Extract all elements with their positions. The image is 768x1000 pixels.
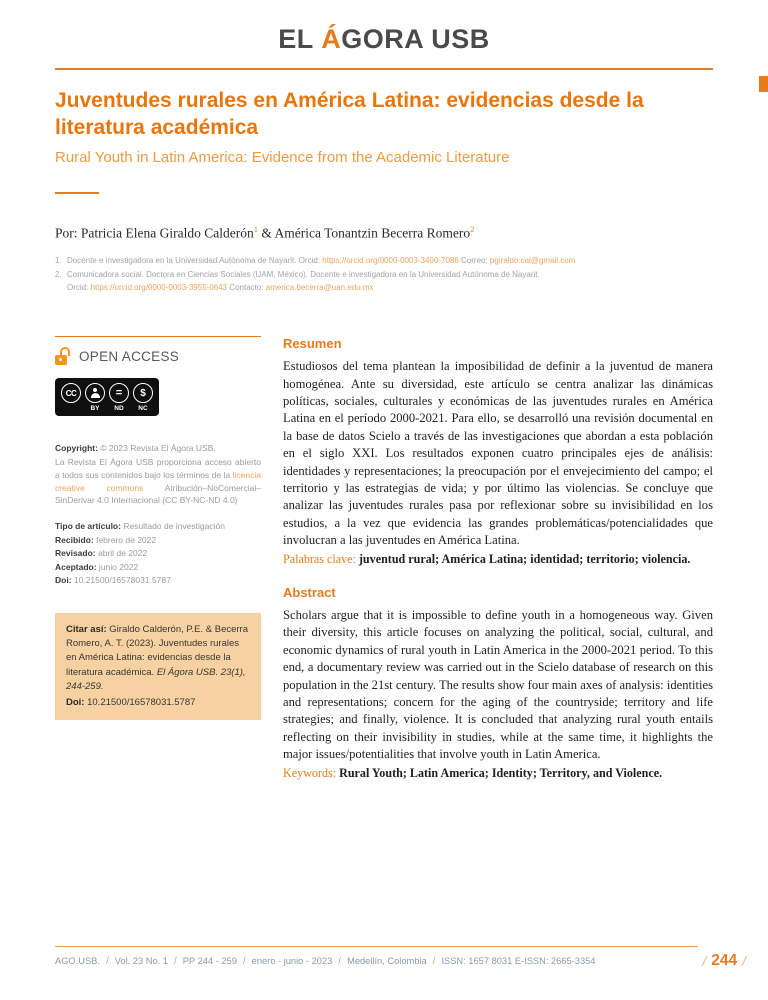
open-access-badge	[55, 347, 261, 365]
non-commercial-icon	[133, 383, 153, 403]
footer-info	[55, 956, 595, 967]
cc-labels-row	[61, 403, 153, 412]
email-link-2[interactable]: america.becerra@uan.edu.mx	[265, 282, 374, 292]
sidebar	[55, 336, 261, 782]
email-link-1[interactable]: pgiraldo.cal@gmail.com	[489, 256, 576, 266]
footnote-2-number: 2.	[55, 270, 62, 280]
open-access-label: OPEN ACCESS	[79, 348, 180, 364]
article-title-es: Juventudes rurales en América Latina: evidencias desde la literatura académica	[55, 89, 644, 140]
cc-license-link[interactable]: licencia creative commons	[55, 469, 261, 493]
title-block	[55, 87, 713, 166]
page-number	[702, 952, 746, 970]
sidebar-divider	[55, 336, 261, 337]
attribution-person-icon	[85, 383, 105, 403]
footer-pages: PP 244 - 259 /	[183, 956, 252, 967]
footer-issn: ISSN: 1657 8031 E-ISSN: 2665-3354	[441, 956, 596, 966]
keywords-line	[283, 765, 713, 782]
author-1-footnote-ref: 1	[253, 223, 258, 234]
footnote-1-correo-label: Correo:	[458, 256, 490, 266]
footnote-2	[55, 269, 706, 294]
footnote-2-contacto-label: Contacto:	[227, 282, 266, 292]
meta-doi: Doi: 10.21500/16578031.5787	[55, 575, 171, 586]
authors-prefix: Por:	[55, 225, 81, 241]
footer-journal: AGO.USB. /	[55, 956, 115, 967]
copyright-block	[55, 442, 261, 507]
footer-period: enero - junio - 2023 /	[252, 956, 347, 967]
meta-article-type: Tipo de artículo: Resultado de investigación	[55, 521, 225, 532]
article-meta	[55, 520, 261, 588]
abstract-heading: Abstract	[283, 585, 336, 601]
meta-received: Recibido: febrero de 2022	[55, 534, 157, 545]
orcid-link-2[interactable]: https://orcid.org/0000-0003-3955-0643	[90, 282, 228, 292]
title-divider	[55, 192, 99, 194]
meta-accepted: Aceptado: junio 2022	[55, 561, 139, 572]
author-1: Patricia Elena Giraldo Calderón	[80, 225, 254, 241]
footnote-2-text	[67, 269, 706, 294]
cc-license-badge[interactable]	[55, 378, 159, 416]
citation-text: Citar así: Giraldo Calderón, P.E. & Becerra Romero, A. T. (2023). Juventudes rurales en América Latina: evidencias desde la literatura académica. El Ágora USB. 23(1), 244-259.	[66, 623, 248, 692]
keywords-values: Rural Youth; Latin America; Identity; Territory, and Violence.	[336, 766, 663, 781]
copyright-line-1	[55, 442, 261, 455]
keywords-label: Keywords:	[283, 766, 337, 781]
footnote-1	[55, 255, 706, 267]
article-title-en: Rural Youth in Latin America: Evidence from the Academic Literature	[55, 148, 510, 166]
footer-divider	[55, 946, 698, 947]
author-2-footnote-ref: 2	[470, 223, 475, 234]
open-lock-icon	[55, 347, 71, 365]
copyright-line-2	[55, 456, 261, 507]
authors-line	[55, 224, 713, 242]
citation-source-italic: El Ágora USB.	[156, 666, 219, 678]
cc-icons-row	[61, 383, 153, 403]
cc-logo-icon	[61, 383, 81, 403]
no-derivatives-icon	[109, 383, 129, 403]
copyright-year: © 2023 Revista El Ágora USB.	[97, 443, 216, 454]
nc-glyph: $	[140, 387, 146, 399]
resumen-heading: Resumen	[283, 336, 342, 352]
authors-joiner: &	[257, 225, 275, 241]
page-edge-marker	[759, 76, 768, 92]
logo-text-post: GORA USB	[341, 24, 490, 54]
cc-label-nc: NC	[138, 405, 148, 413]
citation-label: Citar así:	[66, 623, 107, 635]
abstract-body: Scholars argue that it is impossible to define youth in a homogeneous way. Given their diversity, this article focuses on analyzing the political, social, cultural, and economic dynamics of rural youth in Latin America in the 2000-2021 period. To this end, a documentary review was carried out in the Scielo database of research on this population in the 21st century. The results show four main axes of analysis: identities and representations; concern for the aging of the countryside; territory and life strategies; and finally, violence. It is concluded that analyzing rural youth entails reflecting on their invisibility in studies, while at the same time, it highlights the major issues/potentialities that involve youth in Latin America.	[283, 608, 713, 762]
author-2: América Tonantzin Becerra Romero	[274, 225, 471, 241]
footnote-2-orcid-label: Orcid:	[67, 282, 91, 292]
abstract-section	[283, 585, 713, 782]
journal-header	[0, 0, 768, 70]
citation-doi: Doi: 10.21500/16578031.5787	[66, 697, 196, 709]
orcid-link-1[interactable]: https://orcid.org/0000-0003-3400-7086	[322, 256, 459, 266]
header-divider	[55, 68, 713, 70]
copyright-label: Copyright:	[55, 443, 98, 454]
footnote-1-body: Docente e investigadora en la Universidad Autónoma de Nayarit. Orcid:	[67, 256, 323, 266]
logo-text-pre: EL	[278, 24, 322, 54]
footer-city: Medellín, Colombia /	[347, 956, 441, 967]
journal-logo	[0, 24, 768, 55]
author-footnotes	[55, 255, 706, 294]
footnote-1-text	[67, 255, 706, 267]
palabras-clave-line	[283, 551, 713, 568]
citation-box	[55, 613, 261, 721]
footer-volume: Vol. 23 No. 1 /	[115, 956, 183, 967]
palabras-clave-label: Palabras clave:	[283, 552, 356, 567]
palabras-clave-values: juventud rural; América Latina; identidad; territorio; violencia.	[355, 552, 691, 567]
page-number-value: / 244	[711, 952, 738, 969]
cc-label-nd: ND	[114, 405, 124, 413]
resumen-section	[283, 336, 713, 568]
footnote-1-number: 1.	[55, 256, 62, 266]
abstracts-column	[283, 336, 713, 782]
copyright-text: La Revista El Ágora USB proporciona acceso abierto a todos sus contenidos bajo los términos de la	[55, 457, 261, 480]
resumen-body: Estudiosos del tema plantean la imposibilidad de definir a la juventud de manera homogénea. Ante su diversidad, este artículo se centra analizar las dinámicas políticas, sociales, culturales y económicas de las juventudes rurales en América Latina en el período 2000-2021. Para ello, se desarrolló una revisión documental en la base de datos Scielo a través de las investigaciones que abordan a esta población en el siglo XXI. Los resultados exponen cuatro principales ejes de análisis: identidades y representaciones; la preocupación por el envejecimiento del campo; el territorio y las estrategias de vida; y por último las violencias. Se concluye que analizar las juventudes rurales pasa por reflexionar sobre su invisibilidad en los estudios, a la vez que evidencia las grandes problemáticas/potencialidades que involucran a las juventudes en América Latina.	[283, 359, 713, 548]
copyright-text-2: Atribución–NoComercial–SinDerivar 4.0 Internacional (CC BY-NC-ND 4.0)	[55, 482, 261, 506]
meta-revised: Revisado: abril de 2022	[55, 548, 148, 559]
footnote-2-body: Comunicadora social. Doctora en Ciencias Sociales (UAM, México). Docente e investigadora en la Universidad Autónoma de Nayarit.	[67, 270, 540, 280]
logo-accent-letter: Á	[321, 24, 342, 54]
footer-row	[55, 952, 746, 970]
page-footer	[55, 946, 746, 970]
content-columns	[55, 336, 713, 782]
cc-glyph: CC	[65, 388, 77, 398]
cc-label-by: BY	[90, 405, 100, 413]
nd-glyph: =	[115, 387, 123, 400]
